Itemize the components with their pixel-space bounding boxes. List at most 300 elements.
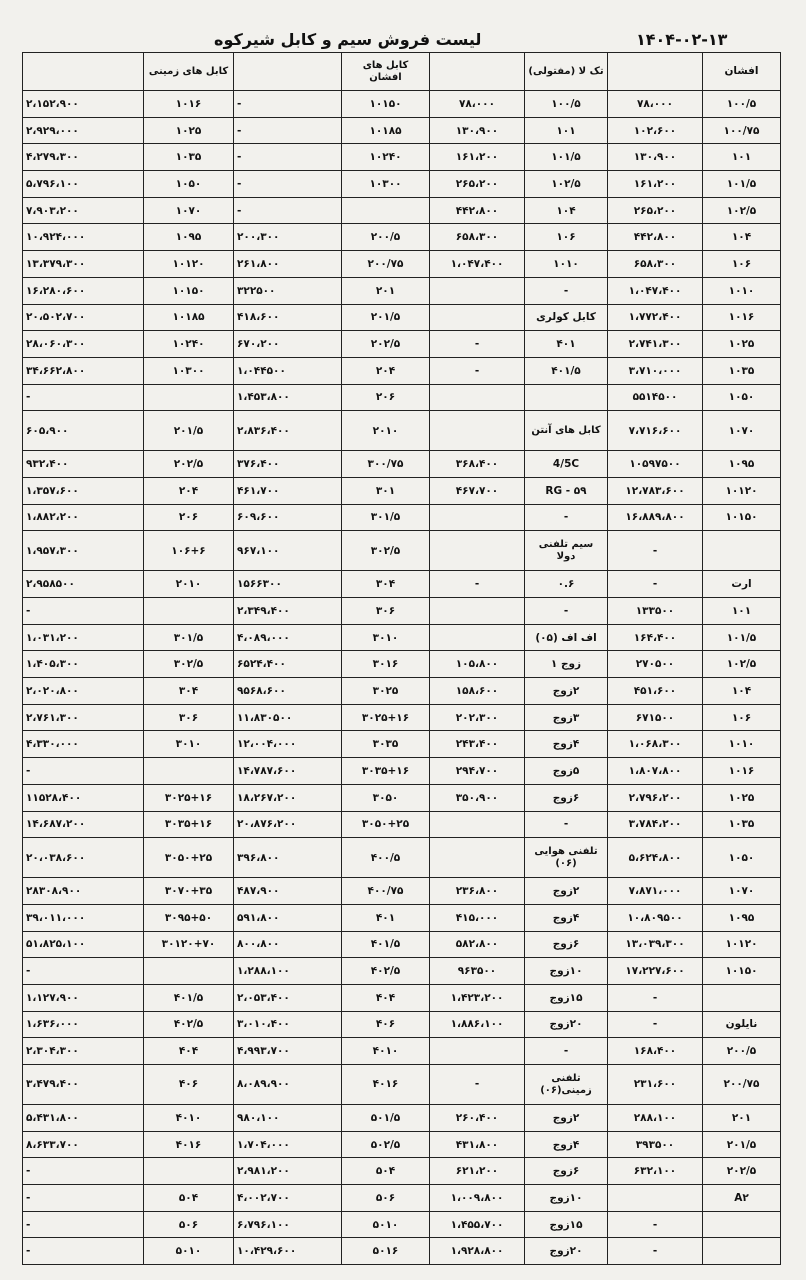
header-cell: افشان <box>703 53 781 91</box>
table-cell: ۶۵۸،۳۰۰ <box>608 251 703 278</box>
table-cell: ۱،۷۷۲،۴۰۰ <box>608 304 703 331</box>
table-cell: ۲۰،۸۷۶،۲۰۰ <box>234 811 342 838</box>
table-cell: ۴،۲۷۹،۳۰۰ <box>23 144 144 171</box>
table-cell: ۱۰۱ <box>703 598 781 625</box>
table-cell: ۵،۶۲۴،۸۰۰ <box>608 838 703 878</box>
table-cell: نایلون <box>703 1011 781 1038</box>
table-cell: ۱،۲۸۸،۱۰۰ <box>234 958 342 985</box>
table-cell: ۶۷۱۵۰۰ <box>608 704 703 731</box>
table-cell: ۳۹۳۵۰۰ <box>608 1131 703 1158</box>
table-cell: ۱،۰۴۴۵۰۰ <box>234 357 342 384</box>
table-row <box>23 224 781 251</box>
table-cell: ۵۰۴ <box>144 1185 234 1212</box>
table-cell <box>144 384 234 411</box>
table-cell: ۳،۴۷۹،۴۰۰ <box>23 1065 144 1105</box>
table-cell: ۲،۹۲۹،۰۰۰ <box>23 117 144 144</box>
table-cell: ۴۰۶ <box>144 1065 234 1105</box>
table-cell: ۲،۰۵۳،۴۰۰ <box>234 984 342 1011</box>
table-cell: ۴۰۱۶ <box>144 1131 234 1158</box>
table-cell: ۵۱،۸۲۵،۱۰۰ <box>23 931 144 958</box>
table-cell: ۴زوج <box>525 1131 608 1158</box>
table-cell: ۱۵۶۶۳۰۰ <box>234 571 342 598</box>
table-row <box>23 331 781 358</box>
table-cell: ۲۶۰،۴۰۰ <box>430 1105 525 1132</box>
table-cell: ۲،۷۹۶،۲۰۰ <box>608 784 703 811</box>
table-cell: ۳،۰۱۰،۴۰۰ <box>234 1011 342 1038</box>
header-cell <box>430 53 525 91</box>
table-cell: ۷،۷۱۶،۶۰۰ <box>608 411 703 451</box>
table-row <box>23 731 781 758</box>
table-cell: ۱۰۱۶ <box>703 304 781 331</box>
table-cell: ۱۱۵۲۸،۴۰۰ <box>23 784 144 811</box>
price-table-body <box>23 53 781 1265</box>
table-cell: ۱۸،۲۶۷،۲۰۰ <box>234 784 342 811</box>
table-cell <box>430 598 525 625</box>
header-cell <box>608 53 703 91</box>
table-cell: ۴۰۰/۷۵ <box>342 878 430 905</box>
table-cell: ۲،۱۵۲،۹۰۰ <box>23 91 144 118</box>
table-cell: - <box>525 277 608 304</box>
table-cell: ۱،۴۰۵،۳۰۰ <box>23 651 144 678</box>
table-row <box>23 411 781 451</box>
table-cell: - <box>525 504 608 531</box>
table-row <box>23 904 781 931</box>
table-row <box>23 384 781 411</box>
table-cell: ۴۱۵،۰۰۰ <box>430 904 525 931</box>
table-cell: ۶۵۸،۳۰۰ <box>430 224 525 251</box>
table-cell: ۲۰۲/۵ <box>342 331 430 358</box>
table-row <box>23 451 781 478</box>
table-cell: ۱۰۲/۵ <box>525 171 608 198</box>
table-cell <box>703 531 781 571</box>
table-cell: ۶زوج <box>525 784 608 811</box>
table-cell <box>703 984 781 1011</box>
table-cell: - <box>430 331 525 358</box>
table-cell: ۳۶۸،۴۰۰ <box>430 451 525 478</box>
table-cell: ۵۰۶ <box>342 1185 430 1212</box>
table-cell: ۲۰۴ <box>342 357 430 384</box>
table-cell: ۱۰۱/۵ <box>703 171 781 198</box>
table-cell <box>430 531 525 571</box>
table-cell: ۳۰۶ <box>144 704 234 731</box>
table-row <box>23 1065 781 1105</box>
table-cell: ۲۰۶ <box>144 504 234 531</box>
table-cell: ۳۰۳۵+۱۶ <box>144 811 234 838</box>
table-cell: ۶،۷۹۶،۱۰۰ <box>234 1211 342 1238</box>
table-cell: ۱۰۱۵۰ <box>144 277 234 304</box>
table-cell: ۴۰۴ <box>342 984 430 1011</box>
table-cell: ۳۰۱۲۰+۷۰ <box>144 931 234 958</box>
table-cell: ۹۵۶۸،۶۰۰ <box>234 678 342 705</box>
table-cell: ۴زوج <box>525 731 608 758</box>
table-cell: ۹۶۳۵۰۰ <box>430 958 525 985</box>
table-cell: ۱۰۰/۵ <box>703 91 781 118</box>
table-cell: ۱۰،۸۰۹۵۰۰ <box>608 904 703 931</box>
table-row <box>23 251 781 278</box>
table-cell: ۱۰۵۰ <box>144 171 234 198</box>
table-cell: ۱۰۱۵۰ <box>703 958 781 985</box>
table-cell: ۲۰۲/۵ <box>703 1158 781 1185</box>
table-cell: اف اف (۰۵) <box>525 624 608 651</box>
table-row <box>23 197 781 224</box>
table-cell: ۴۰۱۰ <box>144 1105 234 1132</box>
table-cell <box>525 384 608 411</box>
table-cell: ۱۰۱۸۵ <box>144 304 234 331</box>
table-cell: ۳۰۱۶ <box>342 651 430 678</box>
table-cell: ۱۰۵۰ <box>703 838 781 878</box>
table-cell: ۶زوج <box>525 931 608 958</box>
table-cell: ۴زوج <box>525 904 608 931</box>
table-cell: ۲۰۱/۵ <box>703 1131 781 1158</box>
table-row <box>23 624 781 651</box>
table-row <box>23 1011 781 1038</box>
table-cell: ۱۳۳۵۰۰ <box>608 598 703 625</box>
table-cell: ۳۰۱۰ <box>144 731 234 758</box>
table-cell: ۴۰۰/۵ <box>342 838 430 878</box>
table-cell: ۴۴۲،۸۰۰ <box>608 224 703 251</box>
table-cell: - <box>23 598 144 625</box>
table-cell: ۱۰۱ <box>525 117 608 144</box>
table-cell: - <box>234 197 342 224</box>
table-cell: ۱،۰۴۷،۴۰۰ <box>430 251 525 278</box>
table-cell: ۲زوج <box>525 1105 608 1132</box>
table-cell <box>430 504 525 531</box>
table-cell: ۱۰۲۴۰ <box>342 144 430 171</box>
table-cell: ۱۴،۶۸۷،۲۰۰ <box>23 811 144 838</box>
table-cell: ۶۰۵،۹۰۰ <box>23 411 144 451</box>
table-cell: تلفنی هوایی (۰۶) <box>525 838 608 878</box>
table-cell: ۶۳۲،۱۰۰ <box>608 1158 703 1185</box>
table-cell: ۱،۹۲۸،۸۰۰ <box>430 1238 525 1265</box>
table-row <box>23 758 781 785</box>
table-cell: - <box>23 958 144 985</box>
table-cell: ۱۰۱۲۰ <box>144 251 234 278</box>
table-cell: ۱۰۱۲۰ <box>703 931 781 958</box>
table-cell: ۱۰زوج <box>525 958 608 985</box>
header-cell: تک لا (مفتولی) <box>525 53 608 91</box>
table-row <box>23 958 781 985</box>
table-cell: ۱۰۰/۷۵ <box>703 117 781 144</box>
table-cell: ۳۰۲۵ <box>342 678 430 705</box>
table-cell: ۵۰۶ <box>144 1211 234 1238</box>
table-cell: ۵۰۱۶ <box>342 1238 430 1265</box>
table-cell: ۱۰۲/۵ <box>703 197 781 224</box>
table-cell: ۴۰۲/۵ <box>342 958 430 985</box>
table-cell: - <box>23 1238 144 1265</box>
table-cell: ۲،۹۸۱،۲۰۰ <box>234 1158 342 1185</box>
table-cell: ۷،۸۷۱،۰۰۰ <box>608 878 703 905</box>
table-cell: ۳۰۱/۵ <box>342 504 430 531</box>
table-cell: ۲،۷۶۱،۳۰۰ <box>23 704 144 731</box>
table-row <box>23 1131 781 1158</box>
table-cell: ۳۷۶،۴۰۰ <box>234 451 342 478</box>
table-row <box>23 931 781 958</box>
table-cell: - <box>525 1038 608 1065</box>
table-cell: ۴،۳۳۰،۰۰۰ <box>23 731 144 758</box>
table-cell: ۲۰۶ <box>342 384 430 411</box>
table-cell: ۴۰۲/۵ <box>144 1011 234 1038</box>
table-cell: ۵۵۱۴۵۰۰ <box>608 384 703 411</box>
table-row <box>23 477 781 504</box>
table-cell: ۵۹۱،۸۰۰ <box>234 904 342 931</box>
table-cell: ۳۰۵۰+۲۵ <box>342 811 430 838</box>
table-cell: ۳۰۱/۵ <box>144 624 234 651</box>
table-row <box>23 784 781 811</box>
table-cell: - <box>608 1011 703 1038</box>
table-cell: ۱۰۰/۵ <box>525 91 608 118</box>
table-cell: ۱۰۵۰ <box>703 384 781 411</box>
table-cell: ۵۰۱۰ <box>342 1211 430 1238</box>
table-cell: ۵۰۱/۵ <box>342 1105 430 1132</box>
table-cell: - <box>23 384 144 411</box>
table-cell: - <box>23 1185 144 1212</box>
table-cell: ۱۰۳۵ <box>144 144 234 171</box>
table-cell: ۲۴۳،۴۰۰ <box>430 731 525 758</box>
table-row <box>23 144 781 171</box>
table-cell: ۲۰۲/۵ <box>144 451 234 478</box>
table-row <box>23 117 781 144</box>
table-cell: ۱،۹۵۷،۳۰۰ <box>23 531 144 571</box>
table-cell: ۴۳۱،۸۰۰ <box>430 1131 525 1158</box>
document-title: لیست فروش سیم و کابل شیرکوه <box>214 30 482 49</box>
table-cell: ۱۰زوج <box>525 1185 608 1212</box>
table-cell: ۲،۳۰۴،۳۰۰ <box>23 1038 144 1065</box>
table-cell: ۱۰۹۵ <box>144 224 234 251</box>
table-cell: ۱۰۷۰ <box>703 878 781 905</box>
table-cell: ۴۶۱،۷۰۰ <box>234 477 342 504</box>
table-cell: ۱،۴۲۳،۲۰۰ <box>430 984 525 1011</box>
table-row <box>23 704 781 731</box>
table-cell: ۱۰۱/۵ <box>703 624 781 651</box>
table-cell: ۲۸۳۰۸،۹۰۰ <box>23 878 144 905</box>
table-cell: ۳۰۴ <box>342 571 430 598</box>
table-cell: ۱۳،۰۳۹،۳۰۰ <box>608 931 703 958</box>
table-cell: ۱۵زوج <box>525 984 608 1011</box>
price-table <box>22 52 781 1265</box>
table-cell: ۱۰۹۵ <box>703 904 781 931</box>
table-cell: ۳۰۲۵+۱۶ <box>144 784 234 811</box>
table-cell: ۳۰۳۵+۱۶ <box>342 758 430 785</box>
table-cell: - <box>234 144 342 171</box>
header-cell: کابل های افشان <box>342 53 430 91</box>
table-cell: ۱،۴۵۵،۷۰۰ <box>430 1211 525 1238</box>
table-cell: ۴۰۱۰ <box>342 1038 430 1065</box>
table-cell: ۲۰۰/۵ <box>342 224 430 251</box>
table-cell: ۱۰۱۵۰ <box>342 91 430 118</box>
table-cell: ۲،۳۴۹،۴۰۰ <box>234 598 342 625</box>
table-cell: ۱۰۳۰۰ <box>342 171 430 198</box>
table-cell: ۱۰۶+۶ <box>144 531 234 571</box>
table-cell: ۳۹،۰۱۱،۰۰۰ <box>23 904 144 931</box>
table-row <box>23 304 781 331</box>
table-cell: ۹۸۰،۱۰۰ <box>234 1105 342 1132</box>
table-row <box>23 91 781 118</box>
table-cell <box>703 1211 781 1238</box>
table-cell: ۱۲،۰۰۴،۰۰۰ <box>234 731 342 758</box>
table-cell <box>144 1158 234 1185</box>
table-cell: تلفنی زمینی(۰۶) <box>525 1065 608 1105</box>
table-row <box>23 838 781 878</box>
table-cell: ۱،۷۰۴،۰۰۰ <box>234 1131 342 1158</box>
table-cell: - <box>608 1211 703 1238</box>
table-cell: - <box>608 571 703 598</box>
table-cell: ۲۰زوج <box>525 1011 608 1038</box>
table-cell: ۱۰۱۲۰ <box>703 477 781 504</box>
table-cell: ۵،۷۹۶،۱۰۰ <box>23 171 144 198</box>
table-cell: ۱۰۵،۸۰۰ <box>430 651 525 678</box>
table-cell: ۴۱۸،۶۰۰ <box>234 304 342 331</box>
table-cell: ۴،۰۸۹،۰۰۰ <box>234 624 342 651</box>
table-cell: ۱،۸۸۶،۱۰۰ <box>430 1011 525 1038</box>
table-cell: A۲ <box>703 1185 781 1212</box>
table-cell: ۲۰۲،۳۰۰ <box>430 704 525 731</box>
table-row <box>23 171 781 198</box>
table-cell: ۱،۰۴۷،۴۰۰ <box>608 277 703 304</box>
table-cell: ۱۰۱۶ <box>144 91 234 118</box>
table-cell: ۱۰۴ <box>525 197 608 224</box>
table-cell <box>430 811 525 838</box>
table-cell: ۱۰۱/۵ <box>525 144 608 171</box>
table-cell: ۴۰۶ <box>342 1011 430 1038</box>
table-cell: ۲زوج <box>525 678 608 705</box>
table-cell: ۱۶۸،۴۰۰ <box>608 1038 703 1065</box>
table-cell: ۳۲۲۵۰۰ <box>234 277 342 304</box>
table-cell <box>430 411 525 451</box>
table-cell: ۳۰۴ <box>144 678 234 705</box>
table-cell: - <box>608 984 703 1011</box>
table-cell: ۱۳،۳۷۹،۳۰۰ <box>23 251 144 278</box>
table-cell: ۴،۹۹۳،۷۰۰ <box>234 1038 342 1065</box>
table-cell: ۱۰۱۰ <box>703 731 781 758</box>
table-cell <box>342 197 430 224</box>
table-cell: ۱،۴۵۳،۸۰۰ <box>234 384 342 411</box>
table-cell: ۸۰۰،۸۰۰ <box>234 931 342 958</box>
table-row <box>23 1211 781 1238</box>
table-cell: ۴۰۱ <box>342 904 430 931</box>
table-cell: ۲۰۴ <box>144 477 234 504</box>
table-cell: - <box>23 1211 144 1238</box>
table-row <box>23 651 781 678</box>
table-cell: ۲۰۰/۷۵ <box>703 1065 781 1105</box>
table-cell: ۴۴۲،۸۰۰ <box>430 197 525 224</box>
table-cell: ۱۰۳۰۰ <box>144 357 234 384</box>
table-cell: - <box>430 1065 525 1105</box>
table-cell: ۲،۷۴۱،۳۰۰ <box>608 331 703 358</box>
table-cell: ۲۰۱ <box>342 277 430 304</box>
table-row <box>23 1185 781 1212</box>
table-cell <box>430 304 525 331</box>
table-cell: ۱۰۴ <box>703 224 781 251</box>
table-cell: ۱۰،۴۲۹،۶۰۰ <box>234 1238 342 1265</box>
table-cell: ۵زوج <box>525 758 608 785</box>
table-cell: RG - ۵۹ <box>525 477 608 504</box>
table-row <box>23 1238 781 1265</box>
table-cell: ۵۰۴ <box>342 1158 430 1185</box>
table-cell: ۱۰۵۹۷۵۰۰ <box>608 451 703 478</box>
table-cell: ۳زوج <box>525 704 608 731</box>
table-cell: ۱۰۱۶ <box>703 758 781 785</box>
table-cell: ۳۰۱ <box>342 477 430 504</box>
table-row <box>23 357 781 384</box>
table-cell: ۲۳۱،۶۰۰ <box>608 1065 703 1105</box>
table-cell: ۱۰،۹۲۴،۰۰۰ <box>23 224 144 251</box>
table-cell: ۱۰۷۰ <box>144 197 234 224</box>
table-cell: ۲۰۱/۵ <box>342 304 430 331</box>
table-cell: ۴۰۱/۵ <box>525 357 608 384</box>
table-cell: ۳۰۷۰+۳۵ <box>144 878 234 905</box>
header-cell <box>234 53 342 91</box>
table-cell: ۳۰۵۰ <box>342 784 430 811</box>
table-cell: ۳۵۰،۹۰۰ <box>430 784 525 811</box>
table-cell: - <box>608 531 703 571</box>
table-cell: - <box>525 598 608 625</box>
table-cell <box>430 838 525 878</box>
table-cell: ۲۶۱،۸۰۰ <box>234 251 342 278</box>
table-cell: ۸،۶۳۳،۷۰۰ <box>23 1131 144 1158</box>
table-row <box>23 571 781 598</box>
table-cell: ۱۶۱،۲۰۰ <box>608 171 703 198</box>
table-cell: ۱۰۴ <box>703 678 781 705</box>
table-cell: ۶۲۱،۲۰۰ <box>430 1158 525 1185</box>
table-cell: ۷۸،۰۰۰ <box>608 91 703 118</box>
table-cell: ۱۰۶ <box>703 251 781 278</box>
table-cell: ۲،۹۵۸۵۰۰ <box>23 571 144 598</box>
table-cell: ۱،۸۰۷،۸۰۰ <box>608 758 703 785</box>
table-cell: ارت <box>703 571 781 598</box>
table-cell: ۷۸،۰۰۰ <box>430 91 525 118</box>
table-cell: ۳۰۵۰+۲۵ <box>144 838 234 878</box>
table-row <box>23 504 781 531</box>
table-cell: ۳۹۶،۸۰۰ <box>234 838 342 878</box>
table-cell: ۱۰۲۵ <box>703 784 781 811</box>
table-cell: ۴۵۱،۶۰۰ <box>608 678 703 705</box>
table-cell: ۳،۷۱۰،۰۰۰ <box>608 357 703 384</box>
table-cell: ۱،۰۳۱،۲۰۰ <box>23 624 144 651</box>
table-cell: ۴۰۱ <box>525 331 608 358</box>
table-cell: ۱۳۰،۹۰۰ <box>608 144 703 171</box>
table-cell: ۱۳۰،۹۰۰ <box>430 117 525 144</box>
table-cell: ۱۶،۲۸۰،۶۰۰ <box>23 277 144 304</box>
table-cell: ۲۰۱/۵ <box>144 411 234 451</box>
table-cell: ۱،۰۰۹،۸۰۰ <box>430 1185 525 1212</box>
table-cell: ۲۰۱۰ <box>342 411 430 451</box>
table-cell: ۱۰۱۰ <box>703 277 781 304</box>
table-cell: ۴۶۷،۷۰۰ <box>430 477 525 504</box>
table-row <box>23 1158 781 1185</box>
table-cell: ۱۰۳۵ <box>703 357 781 384</box>
table-row <box>23 678 781 705</box>
table-cell: ۲،۸۳۶،۴۰۰ <box>234 411 342 451</box>
table-cell: ۳۰۱۰ <box>342 624 430 651</box>
table-cell: ۲۰۱۰ <box>144 571 234 598</box>
table-cell: ۲۶۵،۲۰۰ <box>430 171 525 198</box>
table-cell: ۴۸۷،۹۰۰ <box>234 878 342 905</box>
table-cell <box>144 758 234 785</box>
table-cell: ۲،۰۲۰،۸۰۰ <box>23 678 144 705</box>
table-cell: ۱۲،۷۸۳،۶۰۰ <box>608 477 703 504</box>
table-cell: ۳۰۶ <box>342 598 430 625</box>
table-cell <box>608 1185 703 1212</box>
table-cell: ۱۰۲۵ <box>703 331 781 358</box>
table-cell: ۲۸۸،۱۰۰ <box>608 1105 703 1132</box>
table-cell: - <box>23 1158 144 1185</box>
table-cell: 4/5C <box>525 451 608 478</box>
table-cell: - <box>234 91 342 118</box>
table-cell: ۱،۱۲۷،۹۰۰ <box>23 984 144 1011</box>
table-cell: - <box>525 811 608 838</box>
table-cell: ۲۰۰/۷۵ <box>342 251 430 278</box>
table-cell: - <box>234 171 342 198</box>
